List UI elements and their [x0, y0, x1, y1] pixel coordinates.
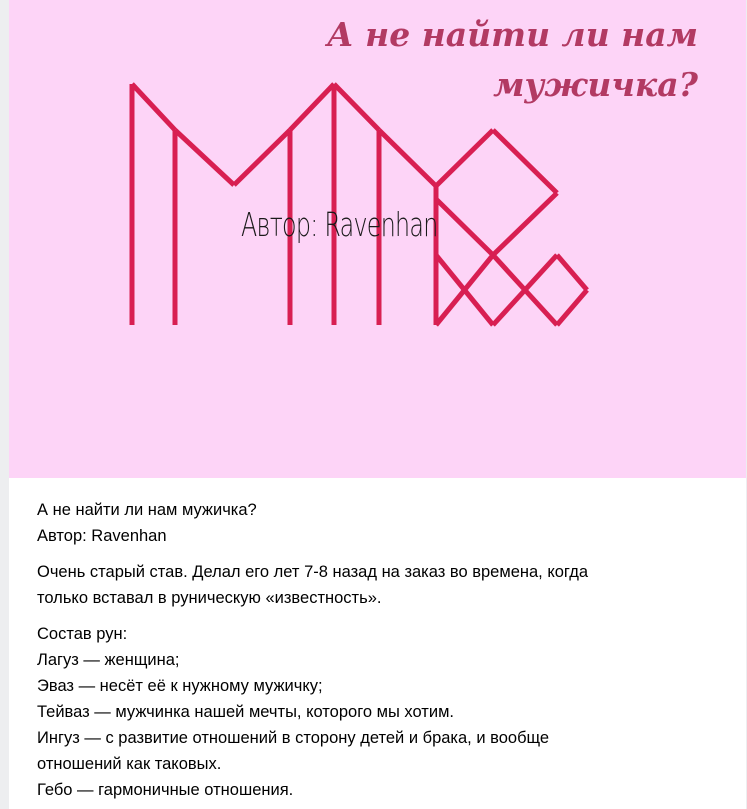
- list-item: Ингуз — с развитие отношений в сторону детей и брака, и вообще: [37, 729, 550, 747]
- post-title: А не найти ли нам мужичка?: [37, 501, 257, 519]
- intro-line-1: Очень старый став. Делал его лет 7-8 назад на заказ во времена, когда: [37, 563, 589, 581]
- list-item: Эваз — несёт её к нужному мужичку;: [37, 677, 323, 695]
- runes-heading: Состав рун:: [37, 625, 128, 643]
- rune-gebo: [436, 255, 587, 325]
- post-card: [9, 0, 746, 809]
- post-text: [37, 497, 727, 809]
- post-header: [37, 497, 727, 549]
- rune-ingwaz: [436, 130, 557, 255]
- rune-laguz: [132, 84, 175, 325]
- image-author: Автор: Ravenhan: [241, 205, 438, 244]
- runes-list: [37, 621, 727, 803]
- post-image[interactable]: [9, 0, 746, 478]
- image-title: [278, 10, 698, 110]
- post-author: Автор: Ravenhan: [37, 527, 167, 545]
- image-title-line-1: А не найти ли нам: [326, 15, 698, 54]
- list-item: Лагуз — женщина;: [37, 651, 180, 669]
- list-item-continued: отношений как таковых.: [37, 755, 222, 773]
- list-item: Тейваз — мужчинка нашей мечты, которого мы хотим.: [37, 703, 454, 721]
- list-item: Гебо — гармоничные отношения.: [37, 781, 294, 799]
- intro-line-2: только вставал в руническую «известность».: [37, 589, 382, 607]
- image-title-line-2: мужичка?: [493, 65, 698, 104]
- post-intro: [37, 559, 727, 611]
